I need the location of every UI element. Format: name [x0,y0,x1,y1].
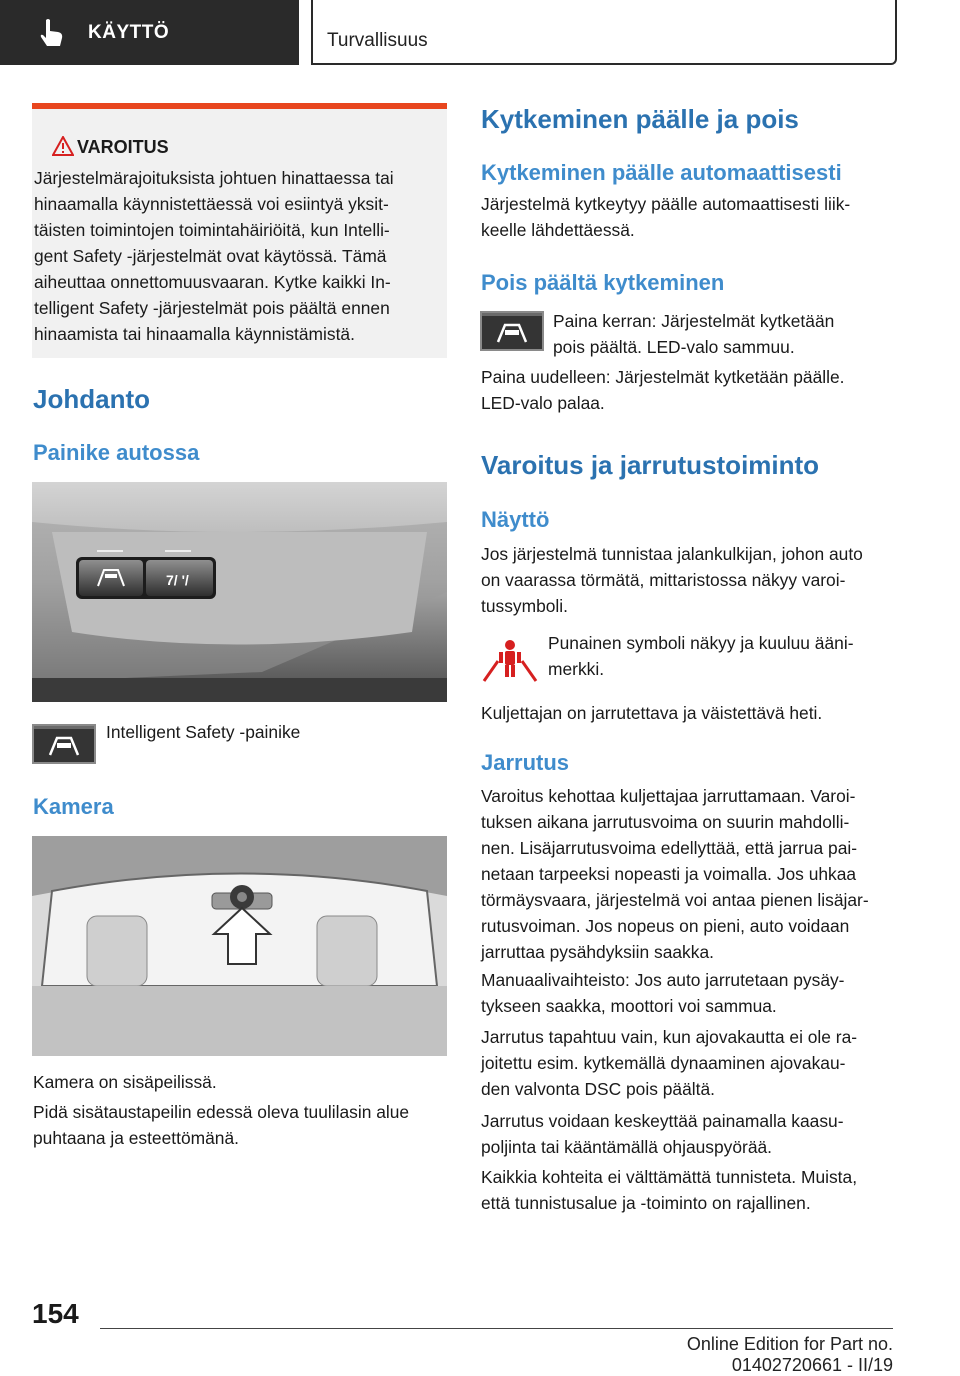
heading-pois-paalta: Pois päältä kytkeminen [481,270,725,295]
button-caption: Intelligent Safety -painike [106,722,301,742]
heading-jarrutus: Jarrutus [481,750,570,775]
manuaali-text: Manuaalivaihteisto: Jos auto jarrutetaan pysäy- tykseen saakka, moottori voi sammua. [481,970,845,1016]
svg-text:7/ '/: 7/ '/ [166,572,189,588]
heading-automaattisesti: Kytkeminen päälle automaattisesti [481,160,842,185]
heading-kytkeminen: Kytkeminen päälle ja pois [481,104,799,134]
button-panel-photo [32,482,447,702]
kaikkia-text: Kaikkia kohteita ei välttämättä tunnisteta. Muista, että tunnistusalue ja -toiminto on rajallinen. [481,1167,858,1213]
kuljettaja-text: Kuljettajan on jarrutettava ja väistettävä heti. [481,703,823,723]
warning-text: Järjestelmärajoituksista johtuen hinattaessa tai hinaamalla käynnistettäessä voi esiintyä yksit- täisten toimintojen toimintahäiriöitä, kun Intelli- gent Safety -järjestelmät ovat käytössä. Tämä aiheuttaa onnettomuusvaaran. Kytke kaikki In- telligent Safety -järjestelmät pois päältä ennen hinaamista tai hinaamalla käynnistämistä. [34,168,394,344]
pedestrian-warning-icon [480,637,540,683]
pois-text: Paina kerran: Järjestelmät kytketään pois päältä. LED-valo sammuu. [553,311,835,357]
chapter-tab [311,0,897,65]
heading-varoitus-jarrutus: Varoitus ja jarrutustoiminto [481,450,820,480]
section-tab [0,0,299,65]
camera-photo [32,836,447,1056]
heading-kamera: Kamera [33,794,114,819]
footer-divider [100,1328,893,1329]
warning-triangle-icon [52,136,74,156]
warning-box [32,103,447,358]
intelligent-safety-button-icon [32,724,96,764]
auto-text: Järjestelmä kytkeytyy päälle automaattisesti liik- keelle lähdettäessä. [481,194,851,240]
heading-johdanto: Johdanto [33,384,150,414]
warning-title: VAROITUS [77,137,169,157]
heading-naytto: Näyttö [481,507,550,532]
section-label: KÄYTTÖ [88,21,170,43]
edition-text: Online Edition for Part no. 01402720661 - II/19 [686,1334,893,1375]
symbol-text: Punainen symboli näkyy ja kuuluu ääni- merkki. [548,633,854,679]
chapter-label: Turvallisuus [327,30,428,51]
jarrutus-text: Varoitus kehottaa kuljettajaa jarruttamaan. Varoi- tuksen aikana jarrutusvoima on suurin mahdolli- nen. Lisäjarrutusvoima edellyttää, että jarrua pai- netaan tarpeeksi nopeasti ja voimalla. Jos uhkaa törmäysvaara, järjestelmä voi antaa pienen lisäjar- rutusvoiman. Jos nopeus on pieni, auto voidaan jarruttaa pysähdyksiin saakka. [481,786,869,962]
hand-pointer-icon [38,18,66,48]
uudelleen-text: Paina uudelleen: Järjestelmät kytketään päälle. LED-valo palaa. [481,367,845,413]
heading-painike-autossa: Painike autossa [33,440,200,465]
camera-text-1: Kamera on sisäpeilissä. [33,1072,217,1092]
naytto-text: Jos järjestelmä tunnistaa jalankulkijan, johon auto on vaarassa törmätä, mittaristossa näkyy varoi- tussymboli. [481,544,863,616]
page-number: 154 [32,1298,79,1329]
keskeyttaa-text: Jarrutus voidaan keskeyttää painamalla kaasu- poljinta tai kääntämällä ohjauspyörää. [481,1111,844,1157]
intelligent-safety-button-icon-2 [480,311,544,351]
tapahtuu-text: Jarrutus tapahtuu vain, kun ajovakautta ei ole ra- joitettu esim. kytkemällä dynaaminen ajovakau- den valvonta DSC pois päältä. [481,1027,858,1099]
camera-text-2: Pidä sisätaustapeilin edessä oleva tuulilasin alue puhtaana ja esteettömänä. [33,1102,410,1148]
